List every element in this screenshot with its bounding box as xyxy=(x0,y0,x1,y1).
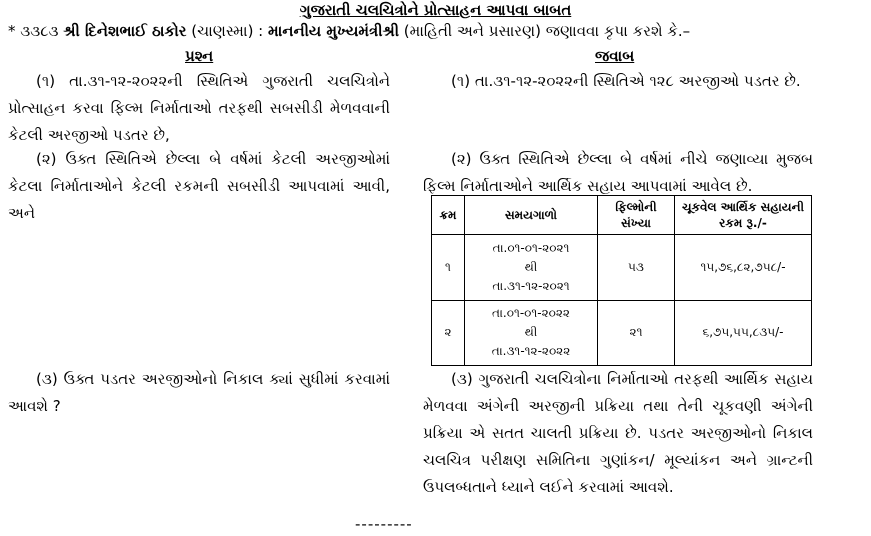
question-header: પ્રશ્ન xyxy=(185,47,214,65)
row-amount: ૬,૭૫,૫૫,૮૩૫/- xyxy=(675,300,812,366)
period-to: તા.૩૧-૧૨-૨૦૨૨ xyxy=(491,344,571,359)
question-line xyxy=(8,22,690,40)
table-row xyxy=(432,300,812,366)
col-amount: ચૂકવેલ આર્થિક સહાયની રકમ રૂ./- xyxy=(675,196,812,235)
answer-3: (૩) ગુજરાતી ચલચિત્રોના નિર્માતાઓ તરફથી આર્થિક સહાય મેળવવા અંગેની અરજીની પ્રક્રિયા તથા તેની ચૂકવણી અંગેની પ્રક્રિયા એ સતત ચાલતી પ્રક્રિયા છે. પડતર અરજીઓનો નિકાલ ચલચિત્ર પરીક્ષણ સમિતિના ગુણાંકન/ મૂલ્યાંકન અને ગ્રાન્ટની ઉપલબ્ધતાને ધ્યાને લઈને કરવામાં આવશે. xyxy=(423,370,813,496)
end-separator: --------- xyxy=(355,515,413,533)
question-1: (૧) તા.૩૧-૧૨-૨૦૨૨ની સ્થિતિએ ગુજરાતી ચલચિત્રોને પ્રોત્સાહન કરવા ફિલ્મ નિર્માતાઓ તરફથી સબસીડી મેળવવાની કેટલી અરજીઓ પડતર છે, xyxy=(8,72,390,144)
col-period: સમયગાળો xyxy=(465,196,598,235)
question-2: (૨) ઉક્ત સ્થિતિએ છેલ્લા બે વર્ષમાં કેટલી અરજીઓમાં કેટલા નિર્માતાઓને કેટલી રકમની સબસીડી આપવામાં આવી, અને xyxy=(8,150,390,222)
table-row xyxy=(432,235,812,301)
department: (માહિતી અને પ્રસારણ) xyxy=(399,22,546,40)
grant-table xyxy=(431,195,812,366)
col-serial: ક્રમ xyxy=(432,196,465,235)
request-text: જણાવવા કૃપા કરશે કે.– xyxy=(545,22,691,40)
row-serial: ૨ xyxy=(432,300,465,366)
period-through: થી xyxy=(524,259,538,274)
answer-2: (૨) ઉક્ત સ્થિતિએ છેલ્લા બે વર્ષમાં નીચે જણાવ્યા મુજબ ફિલ્મ નિર્માતાઓને આર્થિક સહાય આપવામાં આવેલ છે. xyxy=(423,150,813,195)
period-to: તા.૩૧-૧૨-૨૦૨૧ xyxy=(492,278,570,293)
row-films: ૨૧ xyxy=(598,300,675,366)
answer-1: (૧) તા.૩૧-૧૨-૨૦૨૨ની સ્થિતિએ ૧૨૮ અરજીઓ પડતર છે. xyxy=(451,72,801,90)
minister-name: માનનીય મુખ્યમંત્રીશ્રી xyxy=(268,22,400,40)
table-header-row xyxy=(432,196,812,235)
member-name: શ્રી દિનેશભાઈ ઠાકોર xyxy=(63,22,187,40)
row-serial: ૧ xyxy=(432,235,465,301)
page-title: ગુજરાતી ચલચિત્રોને પ્રોત્સાહન આપવા બાબત xyxy=(299,1,572,19)
question-number: * ૩૩૮૩ xyxy=(8,22,64,40)
row-period xyxy=(465,235,598,301)
period-from: તા.૦૧-૦૧-૨૦૨૧ xyxy=(492,240,570,255)
answer-header: જવાબ xyxy=(595,47,635,65)
constituency: (ચાણસ્મા) : xyxy=(186,22,269,40)
row-films: ૫૩ xyxy=(598,235,675,301)
period-through: થી xyxy=(524,325,538,340)
period-from: તા.૦૧-૦૧-૨૦૨૨ xyxy=(492,306,570,321)
col-films: ફિલ્મોની સંખ્યા xyxy=(598,196,675,235)
question-3: (૩) ઉક્ત પડતર અરજીઓનો નિકાલ ક્યાં સુધીમાં કરવામાં આવશે ? xyxy=(8,370,390,415)
row-period xyxy=(465,300,598,366)
row-amount: ૧૫,૭૬,૮૨,૭૫૮/- xyxy=(675,235,812,301)
